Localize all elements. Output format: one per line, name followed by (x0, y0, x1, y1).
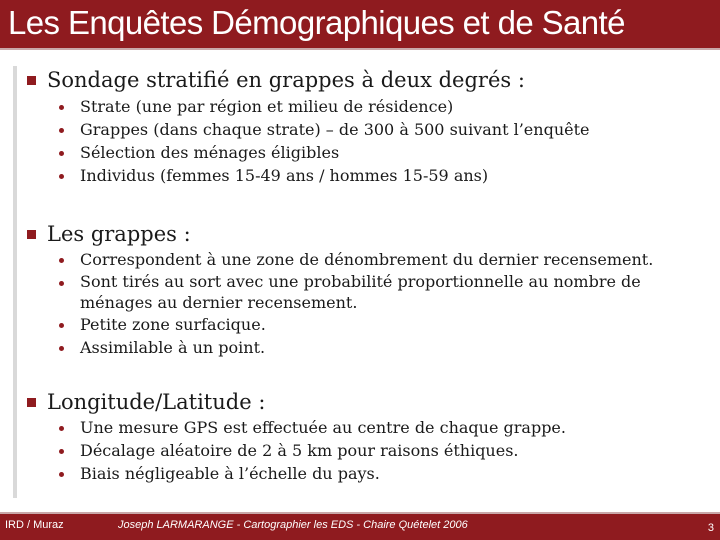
list-item: Décalage aléatoire de 2 à 5 km pour raisons éthiques. (27, 439, 566, 462)
bullet-dot-icon (59, 323, 64, 328)
list-item: Biais négligeable à l’échelle du pays. (27, 462, 566, 485)
list-item: Grappes (dans chaque strate) – de 300 à 500 suivant l’enquête (27, 118, 589, 141)
bullet-dot-icon (59, 281, 64, 286)
bullet-list (27, 416, 566, 485)
square-bullet-icon (27, 398, 36, 407)
square-bullet-icon (27, 76, 36, 85)
section-sondage (27, 66, 589, 187)
bullet-dot-icon (59, 128, 64, 133)
footer-author-caption: Joseph LARMARANGE - Cartographier les EDS - Chaire Quételet 2006 (118, 519, 468, 531)
page-number: 3 (707, 522, 714, 534)
list-item: Individus (femmes 15-49 ans / hommes 15-59 ans) (27, 164, 589, 187)
bullet-dot-icon (59, 258, 64, 263)
bullet-dot-icon (59, 449, 64, 454)
title-underline (0, 48, 720, 50)
square-bullet-icon (27, 230, 36, 239)
list-item: Une mesure GPS est effectuée au centre de chaque grappe. (27, 416, 566, 439)
list-item: Sélection des ménages éligibles (27, 141, 589, 164)
section-longitude-latitude (27, 388, 566, 485)
section-heading (27, 66, 589, 94)
bullet-list (27, 95, 589, 187)
title-bar (0, 0, 720, 48)
list-item: Petite zone surfacique. (27, 313, 700, 336)
section-heading (27, 220, 700, 248)
bullet-list (27, 248, 700, 359)
bullet-dot-icon (59, 174, 64, 179)
bullet-dot-icon (59, 346, 64, 351)
section-heading-text: Les grappes : (47, 222, 191, 246)
list-item: Strate (une par région et milieu de résidence) (27, 95, 589, 118)
section-heading-text: Sondage stratifié en grappes à deux degrés : (47, 68, 525, 92)
list-item: Correspondent à une zone de dénombrement du dernier recensement. (27, 248, 700, 271)
bullet-dot-icon (59, 426, 64, 431)
left-rule (13, 66, 17, 498)
section-grappes (27, 220, 700, 359)
footer-organization: IRD / Muraz (5, 519, 64, 531)
list-item: Assimilable à un point. (27, 336, 700, 359)
section-heading-text: Longitude/Latitude : (47, 390, 266, 414)
section-heading (27, 388, 566, 416)
bullet-dot-icon (59, 105, 64, 110)
bullet-dot-icon (59, 151, 64, 156)
slide-title: Les Enquêtes Démographiques et de Santé (8, 4, 625, 41)
bullet-dot-icon (59, 472, 64, 477)
list-item: Sont tirés au sort avec une probabilité proportionnelle au nombre de ménages au dernier recensement. (27, 271, 700, 313)
